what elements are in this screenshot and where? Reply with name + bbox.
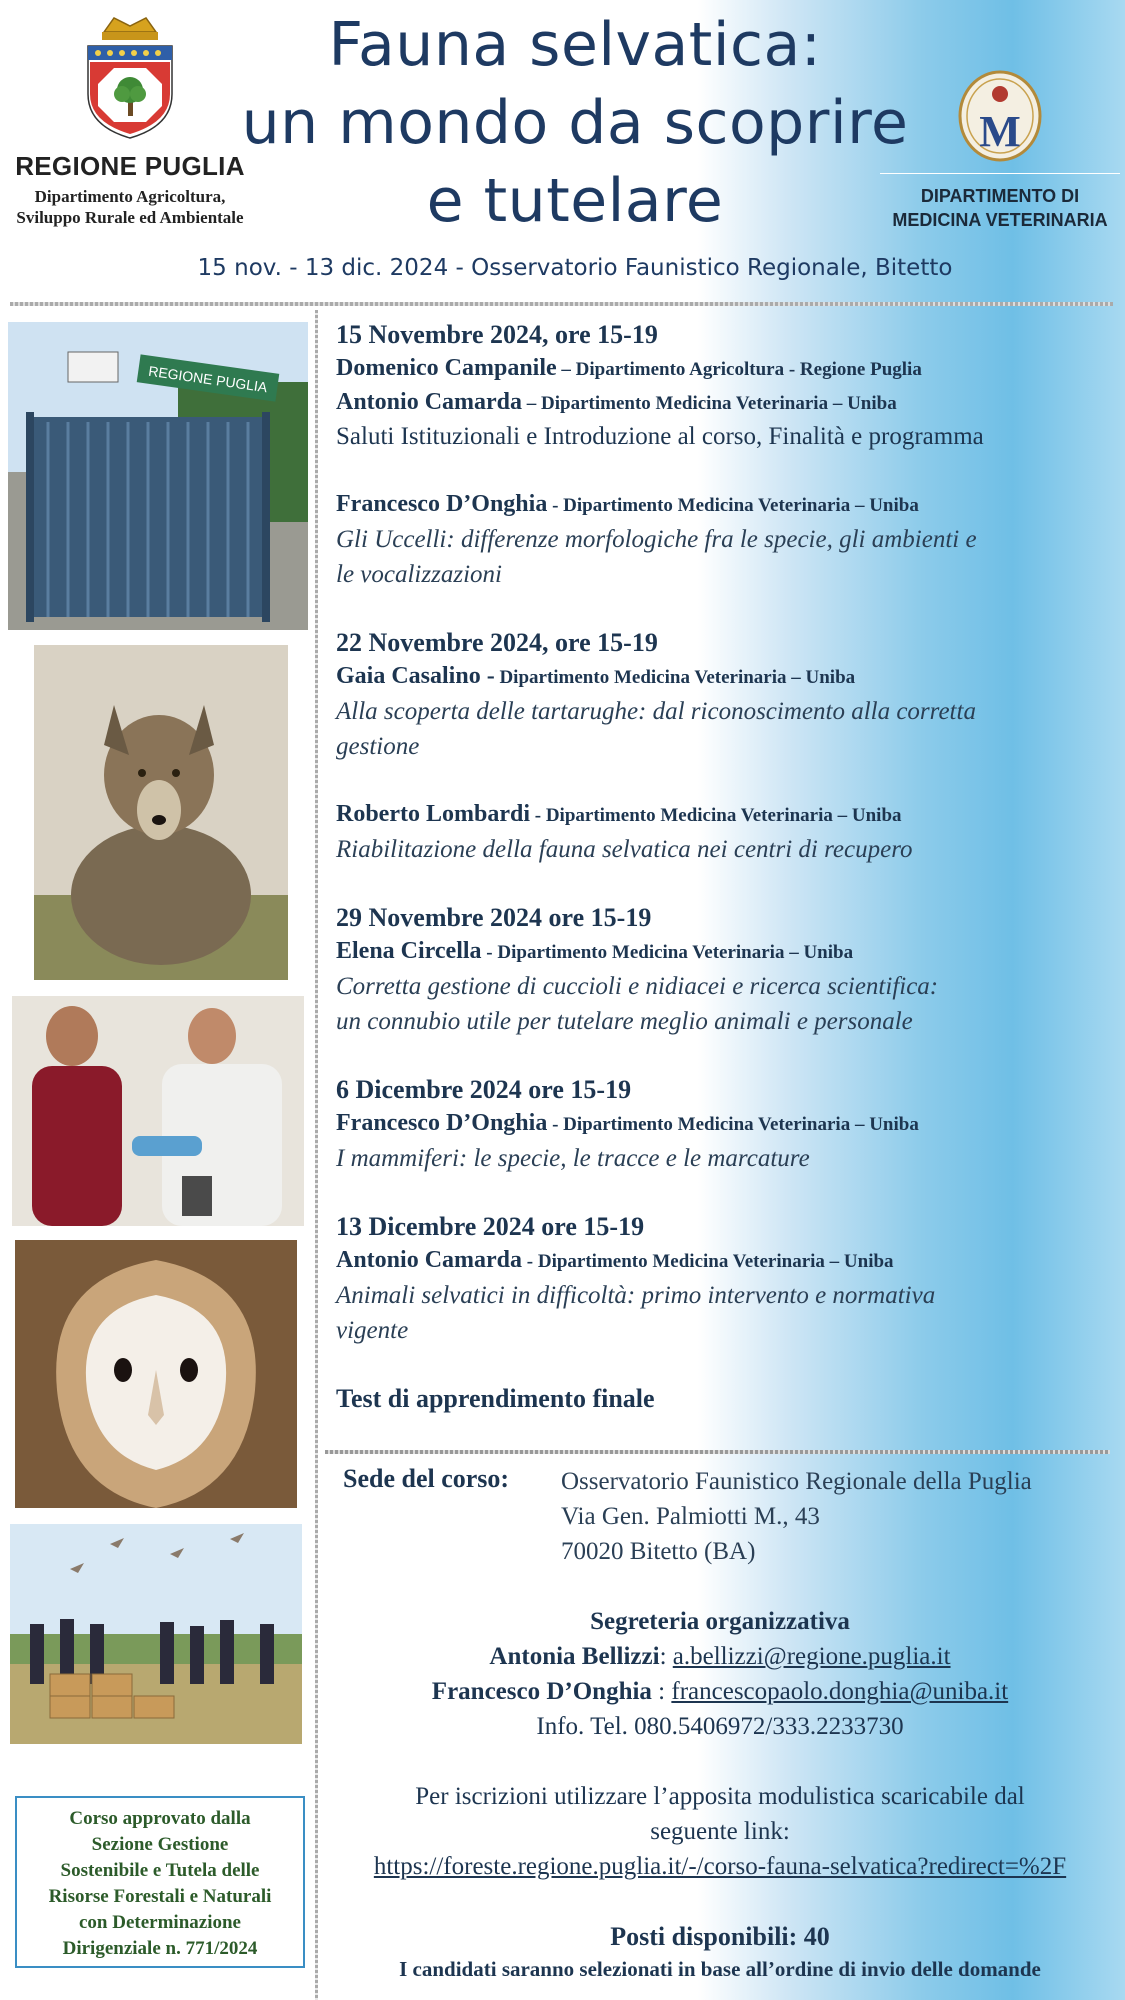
final-test: Test di apprendimento finale <box>336 1384 655 1413</box>
speaker-line <box>336 488 1116 522</box>
photo-gate <box>8 322 308 630</box>
venue-line: Osservatorio Faunistico Regionale della Puglia <box>561 1468 1032 1495</box>
page-title <box>230 6 920 240</box>
medal-icon <box>958 70 1042 162</box>
speaker-name: Francesco D’Onghia <box>336 491 548 517</box>
speaker-affiliation: - Dipartimento Medicina Veterinaria – Uniba <box>481 942 854 963</box>
places-available: Posti disponibili: 40 <box>610 1922 830 1951</box>
title-line3: e tutelare <box>426 166 724 236</box>
talk-title <box>336 969 1116 1039</box>
session-date: 15 Novembre 2024, ore 15-19 <box>336 320 658 349</box>
speaker-line <box>336 386 1116 420</box>
talk-line: Alla scoperta delle tartarughe: dal riconoscimento alla corretta <box>336 698 976 725</box>
speaker-line <box>336 1107 1116 1141</box>
speaker-line <box>336 935 1116 969</box>
speaker-name: Domenico Campanile <box>336 355 557 381</box>
venue-line: Via Gen. Palmiotti M., 43 <box>561 1503 820 1530</box>
photo-barn-owl <box>15 1240 297 1508</box>
speaker-name: Antonio Camarda <box>336 1247 523 1273</box>
approval-line: Corso approvato dalla <box>69 1808 251 1829</box>
gate-sign-text: REGIONE PUGLIA <box>147 362 269 396</box>
photo-group-release <box>10 1524 302 1744</box>
photo-wolf <box>34 645 288 980</box>
dept-line2: MEDICINA VETERINARIA <box>892 210 1108 230</box>
contact-separator: : <box>651 1678 672 1705</box>
secretariat-heading: Segreteria organizzativa <box>590 1608 850 1635</box>
speaker-line <box>336 798 1116 832</box>
region-name: REGIONE PUGLIA <box>15 151 245 181</box>
contact-line <box>325 1639 1115 1674</box>
region-dept-line1: Dipartimento Agricoltura, <box>34 187 226 206</box>
speaker-line <box>336 660 1116 694</box>
region-dept-line2: Sviluppo Rurale ed Ambientale <box>16 208 244 227</box>
speaker-affiliation: - Dipartimento Medicina Veterinaria – Uniba <box>547 495 919 516</box>
regione-puglia-logo <box>0 10 260 228</box>
middle-divider <box>325 1450 1110 1454</box>
contact-email-link[interactable]: a.bellizzi@regione.puglia.it <box>672 1643 951 1670</box>
speaker-line <box>336 1244 1116 1278</box>
speaker-name: Roberto Lombardi <box>336 801 530 827</box>
venue-address <box>561 1464 1032 1569</box>
registration-link[interactable]: https://foreste.regione.puglia.it/-/corso-fauna-selvatica?redirect=%2F <box>373 1853 1067 1880</box>
contact-line <box>325 1674 1115 1709</box>
contact-separator: : <box>659 1643 673 1670</box>
speaker-affiliation: Dipartimento Medicina Veterinaria – Uniba <box>494 667 856 688</box>
session-date: 6 Dicembre 2024 ore 15-19 <box>336 1075 632 1104</box>
talk-line: vigente <box>336 1317 409 1344</box>
selection-note: I candidati saranno selezionati in base all’ordine di invio delle domande <box>399 1957 1041 1981</box>
title-line2: un mondo da scoprire <box>241 88 909 158</box>
vertical-divider <box>315 310 318 2000</box>
talk-title: I mammiferi: le specie, le tracce e le marcature <box>336 1145 810 1172</box>
talk-line: un connubio utile per tutelare meglio animali e personale <box>336 1008 913 1035</box>
talk-line: Corretta gestione di cuccioli e nidiacei e ricerca scientifica: <box>336 973 939 1000</box>
speaker-affiliation: – Dipartimento Agricoltura - Regione Puglia <box>556 359 922 380</box>
talk-line: gestione <box>336 733 420 760</box>
registration-text-line: Per iscrizioni utilizzare l’apposita modulistica scaricabile dal <box>415 1783 1025 1810</box>
talk-title <box>336 522 1116 592</box>
contact-name: Francesco D’Onghia <box>431 1678 652 1705</box>
approval-line: Risorse Forestali e Naturali <box>48 1886 272 1907</box>
speaker-name: Francesco D’Onghia <box>336 1110 548 1136</box>
department-name <box>880 173 1120 232</box>
session-date: 22 Novembre 2024, ore 15-19 <box>336 628 658 657</box>
secretariat-section <box>325 1604 1115 1984</box>
title-line1: Fauna selvatica: <box>328 10 822 80</box>
venue-line: 70020 Bitetto (BA) <box>561 1538 756 1565</box>
registration-text-line: seguente link: <box>650 1818 790 1845</box>
talk-title <box>336 694 1116 764</box>
medicina-veterinaria-logo <box>880 70 1120 232</box>
medal-letter: M <box>979 107 1021 156</box>
talk-line: Animali selvatici in difficoltà: primo intervento e normativa <box>336 1282 936 1309</box>
session-date: 13 Dicembre 2024 ore 15-19 <box>336 1212 645 1241</box>
approval-line: Dirigenziale n. 771/2024 <box>62 1938 258 1959</box>
region-department <box>0 186 260 228</box>
talk-title <box>336 1278 1116 1348</box>
session-intro: Saluti Istituzionali e Introduzione al corso, Finalità e programma <box>336 423 984 450</box>
talk-title: Riabilitazione della fauna selvatica nei centri di recupero <box>336 836 913 863</box>
approval-line: Sostenibile e Tutela delle <box>60 1860 260 1881</box>
venue-label: Sede del corso: <box>343 1464 510 1493</box>
speaker-name: Antonio Camarda <box>336 389 523 415</box>
talk-line: le vocalizzazioni <box>336 561 502 588</box>
photo-veterinarians <box>12 996 304 1226</box>
talk-line: Gli Uccelli: differenze morfologiche fra le specie, gli ambienti e <box>336 526 977 553</box>
speaker-affiliation: - Dipartimento Medicina Veterinaria – Uniba <box>547 1114 919 1135</box>
session-date: 29 Novembre 2024 ore 15-19 <box>336 903 652 932</box>
speaker-name: Gaia Casalino - <box>336 663 495 689</box>
approval-box <box>15 1796 305 1968</box>
approval-line: Sezione Gestione <box>91 1834 229 1855</box>
crest-icon <box>74 10 186 140</box>
speaker-affiliation: – Dipartimento Medicina Veterinaria – Uniba <box>522 393 897 414</box>
approval-line: con Determinazione <box>79 1912 241 1933</box>
course-schedule <box>336 318 1116 1416</box>
contact-email-link[interactable]: francescopaolo.donghia@uniba.it <box>671 1678 1009 1705</box>
phone-info: Info. Tel. 080.5406972/333.2233730 <box>536 1713 904 1740</box>
speaker-affiliation: - Dipartimento Medicina Veterinaria – Uniba <box>522 1251 894 1272</box>
contact-name: Antonia Bellizzi <box>489 1643 660 1670</box>
top-divider <box>10 302 1113 306</box>
speaker-line <box>336 352 1116 386</box>
speaker-affiliation: - Dipartimento Medicina Veterinaria – Uniba <box>530 805 902 826</box>
dept-line1: DIPARTIMENTO DI <box>920 186 1080 206</box>
event-subtitle: 15 nov. - 13 dic. 2024 - Osservatorio Faunistico Regionale, Bitetto <box>197 255 953 281</box>
speaker-name: Elena Circella <box>336 938 482 964</box>
